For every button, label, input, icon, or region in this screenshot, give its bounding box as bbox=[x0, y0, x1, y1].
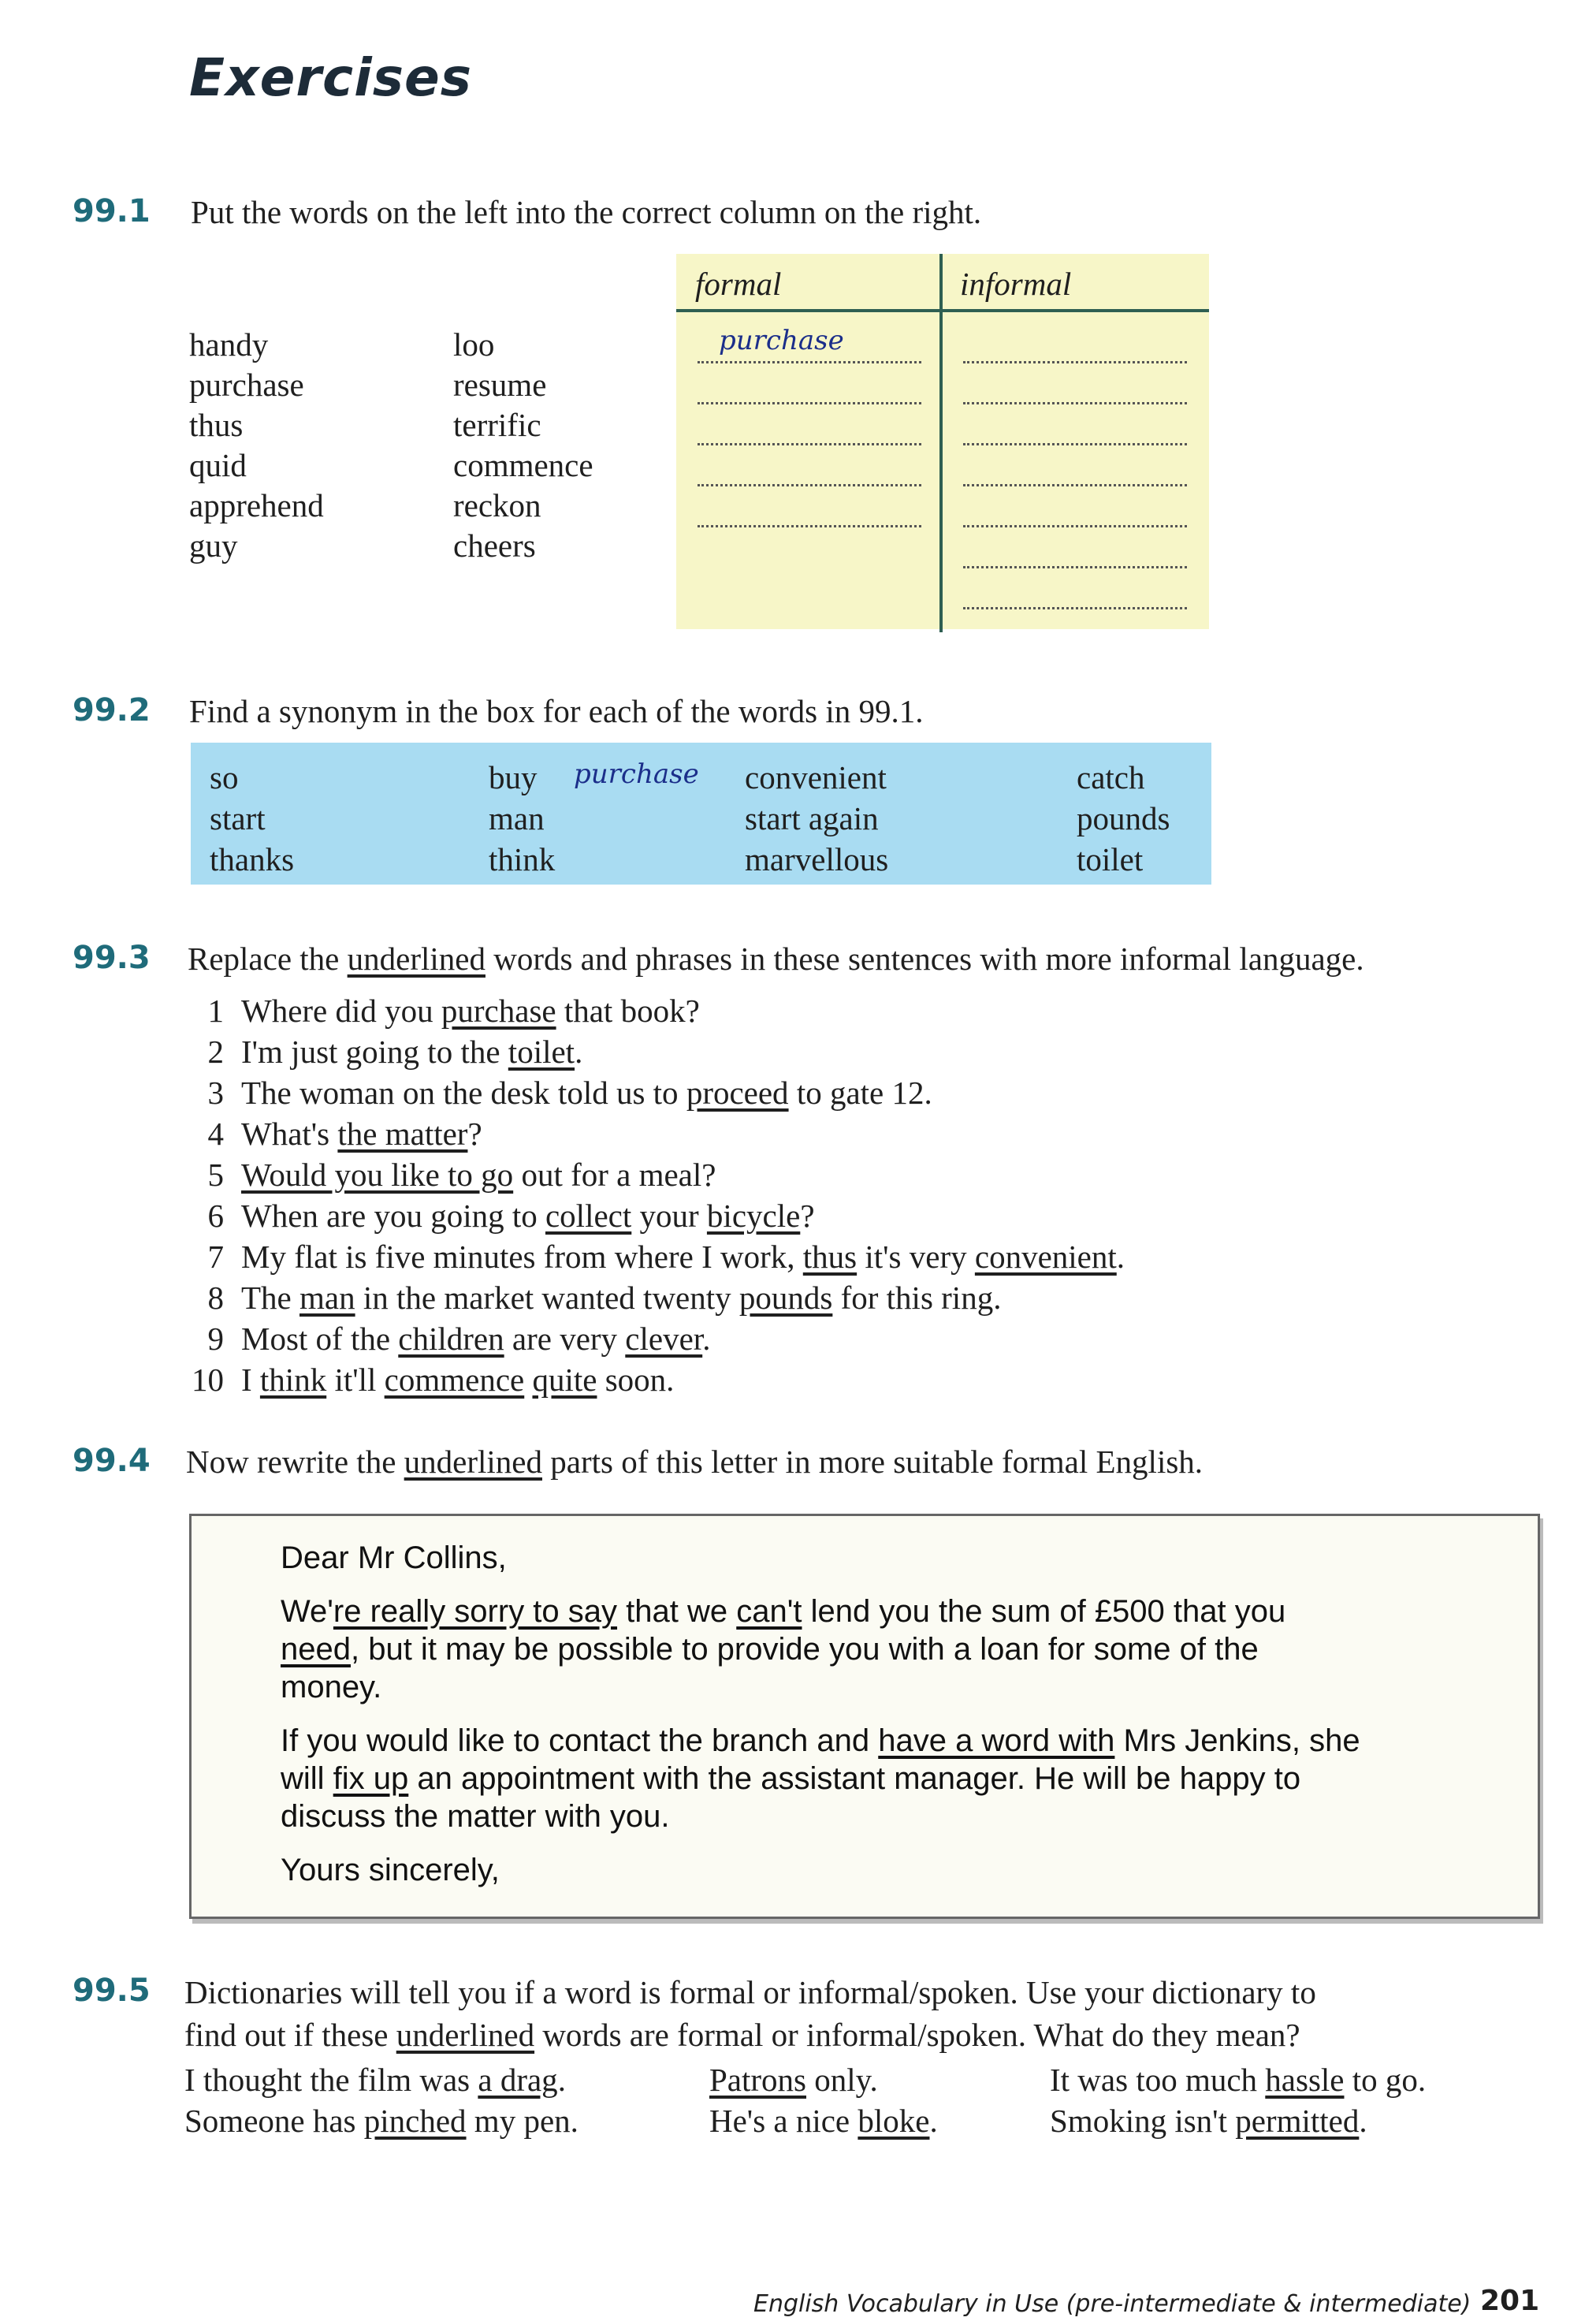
exercise-number-99-4: 99.4 bbox=[73, 1443, 151, 1479]
sentence-number: 5 bbox=[207, 1157, 224, 1193]
exercise-number-99-5: 99.5 bbox=[73, 1973, 151, 2009]
sentence-number: 6 bbox=[207, 1198, 224, 1234]
underlined-word: pinched bbox=[363, 2103, 467, 2139]
sentence-text: it'll bbox=[326, 1362, 385, 1398]
sentence-text: your bbox=[631, 1198, 707, 1234]
sentence-text: it's very bbox=[857, 1239, 975, 1275]
example-column bbox=[1050, 2059, 1426, 2141]
sentence-number: 2 bbox=[207, 1034, 224, 1070]
underlined-word: purchase bbox=[441, 993, 556, 1029]
example-text: Someone has bbox=[184, 2103, 364, 2139]
letter-text: , but it may be possible to provide you with a loan for some of the bbox=[350, 1632, 1259, 1667]
synonym-word: start bbox=[210, 800, 266, 836]
underlined-word: toilet bbox=[508, 1034, 575, 1070]
answer-line[interactable] bbox=[963, 525, 1187, 527]
exercise-99-3-instruction bbox=[188, 940, 1364, 978]
page-title: Exercises bbox=[189, 47, 473, 108]
underlined-word: the matter bbox=[337, 1116, 468, 1152]
sentence-item bbox=[180, 1072, 1125, 1113]
synonym-word: start again bbox=[745, 800, 879, 836]
handwritten-answer: purchase bbox=[574, 758, 699, 790]
instruction-text: parts of this letter in more suitable formal English. bbox=[542, 1444, 1204, 1480]
exercise-99-2-instruction: Find a synonym in the box for each of the words in 99.1. bbox=[189, 693, 924, 729]
sentence-text: in the market wanted twenty bbox=[355, 1280, 739, 1316]
sentence-number: 7 bbox=[207, 1239, 224, 1275]
example-text: Smoking isn't bbox=[1050, 2103, 1236, 2139]
letter-text: discuss the matter with you. bbox=[281, 1799, 670, 1834]
underlined-word: man bbox=[299, 1280, 355, 1316]
answer-line[interactable] bbox=[698, 443, 921, 445]
underlined-word: convenient bbox=[974, 1239, 1117, 1275]
example-text: my pen. bbox=[466, 2103, 579, 2139]
letter-paragraph bbox=[281, 1593, 1510, 1706]
answer-line[interactable] bbox=[963, 402, 1187, 404]
synonym-word: catch bbox=[1077, 759, 1145, 795]
underlined-word: bloke bbox=[858, 2103, 930, 2139]
instruction-text: Replace the bbox=[188, 941, 348, 977]
underlined-phrase: fix up bbox=[333, 1761, 409, 1796]
sentence-number: 8 bbox=[207, 1280, 224, 1316]
underlined-word: proceed bbox=[686, 1075, 789, 1111]
synonym-column bbox=[489, 757, 555, 880]
underlined-word: underlined bbox=[404, 1444, 542, 1480]
word-item: terrific bbox=[453, 407, 541, 443]
exercise-number-99-2: 99.2 bbox=[73, 692, 151, 728]
letter-paragraph bbox=[281, 1722, 1510, 1835]
letter-greeting: Dear Mr Collins, bbox=[281, 1541, 507, 1575]
synonym-word: marvellous bbox=[745, 841, 889, 877]
word-item: handy bbox=[189, 326, 269, 363]
underlined-word: underlined bbox=[347, 941, 485, 977]
example-column bbox=[709, 2059, 938, 2141]
answer-line[interactable] bbox=[963, 566, 1187, 568]
example-item bbox=[709, 2059, 938, 2100]
word-item: loo bbox=[453, 326, 495, 363]
synonym-word: buy bbox=[489, 759, 538, 795]
exercise-99-4-instruction bbox=[186, 1443, 1203, 1481]
example-item bbox=[184, 2100, 579, 2141]
sentence-text: . bbox=[702, 1321, 711, 1357]
word-item: quid bbox=[189, 447, 247, 483]
underlined-phrase: need bbox=[281, 1632, 351, 1667]
answer-line[interactable] bbox=[963, 607, 1187, 609]
underlined-word: think bbox=[259, 1362, 327, 1398]
letter-text: Mrs Jenkins, she bbox=[1114, 1723, 1360, 1758]
underlined-word: hassle bbox=[1265, 2062, 1345, 2098]
answer-line[interactable] bbox=[698, 361, 921, 363]
synonym-word: thanks bbox=[210, 841, 295, 877]
synonym-word: man bbox=[489, 800, 545, 836]
letter-text: an appointment with the assistant manager. He will be happy to bbox=[408, 1761, 1301, 1796]
answer-line[interactable] bbox=[963, 361, 1187, 363]
underlined-phrase: have a word with bbox=[878, 1723, 1115, 1758]
answer-line[interactable] bbox=[698, 525, 921, 527]
sentence-text: My flat is five minutes from where I work, bbox=[241, 1239, 803, 1275]
instruction-text: words and phrases in these sentences with more informal language. bbox=[485, 941, 1364, 977]
word-item: thus bbox=[189, 407, 244, 443]
underlined-word: Patrons bbox=[709, 2062, 806, 2098]
instruction-text: words are formal or informal/spoken. What do they mean? bbox=[534, 2017, 1300, 2053]
underlined-word: thus bbox=[802, 1239, 858, 1275]
table-header-informal: informal bbox=[960, 266, 1072, 302]
exercise-number-99-3: 99.3 bbox=[73, 940, 151, 976]
example-text: . bbox=[1359, 2103, 1367, 2139]
example-item bbox=[709, 2100, 938, 2141]
underlined-word: Would you like to go bbox=[241, 1157, 514, 1193]
sentence-number: 3 bbox=[207, 1075, 224, 1111]
sentence-list bbox=[180, 990, 1125, 1400]
example-text: I thought the film was bbox=[184, 2062, 478, 2098]
synonym-column bbox=[210, 757, 294, 880]
example-text: It was too much bbox=[1050, 2062, 1266, 2098]
synonym-column bbox=[745, 757, 888, 880]
word-list-right bbox=[453, 325, 593, 566]
sentence-text: for this ring. bbox=[832, 1280, 1002, 1316]
synonym-word: so bbox=[210, 759, 239, 795]
sentence-item bbox=[180, 1277, 1125, 1318]
sentence-text: are very bbox=[504, 1321, 626, 1357]
sentence-text: When are you going to bbox=[241, 1198, 545, 1234]
sentence-number: 9 bbox=[207, 1321, 224, 1357]
sentence-text: that book? bbox=[556, 993, 700, 1029]
sentence-item bbox=[180, 1318, 1125, 1359]
footer-book-title: English Vocabulary in Use (pre-intermediate & intermediate) bbox=[753, 2290, 1471, 2318]
example-text: . bbox=[557, 2062, 566, 2098]
letter-text: that we bbox=[617, 1594, 737, 1629]
sentence-text: Where did you bbox=[241, 993, 441, 1029]
synonym-column bbox=[1077, 757, 1170, 880]
sentence-item bbox=[180, 1236, 1125, 1277]
word-item: guy bbox=[189, 527, 238, 564]
letter-content bbox=[281, 1539, 1510, 1889]
example-item bbox=[1050, 2059, 1426, 2100]
synonym-word: pounds bbox=[1077, 800, 1170, 836]
sentence-item bbox=[180, 1031, 1125, 1072]
exercise-99-5-instruction bbox=[184, 1971, 1316, 2056]
underlined-word: permitted bbox=[1235, 2103, 1360, 2139]
sentence-text: ? bbox=[800, 1198, 815, 1234]
sentence-item bbox=[180, 1195, 1125, 1236]
word-list-left bbox=[189, 325, 324, 566]
sentence-text: I bbox=[241, 1362, 260, 1398]
underlined-word: clever bbox=[625, 1321, 703, 1357]
word-item: purchase bbox=[189, 367, 304, 403]
sentence-number: 4 bbox=[207, 1116, 224, 1152]
letter-text: will bbox=[281, 1761, 333, 1796]
sentence-number: 10 bbox=[192, 1362, 224, 1398]
sentence-item bbox=[180, 1359, 1125, 1400]
sentence-text: What's bbox=[241, 1116, 338, 1152]
sentence-text: to gate 12. bbox=[788, 1075, 932, 1111]
example-text: He's a nice bbox=[709, 2103, 858, 2139]
sentence-text: . bbox=[1116, 1239, 1125, 1275]
sentence-text: . bbox=[575, 1034, 583, 1070]
underlined-word: commence bbox=[384, 1362, 525, 1398]
synonym-word: think bbox=[489, 841, 556, 877]
sentence-item bbox=[180, 1113, 1125, 1154]
sentence-text bbox=[524, 1362, 532, 1398]
synonym-word: convenient bbox=[745, 759, 887, 795]
underlined-word: bicycle bbox=[706, 1198, 801, 1234]
underlined-word: collect bbox=[545, 1198, 632, 1234]
example-text: . bbox=[929, 2103, 938, 2139]
sentence-text: The bbox=[241, 1280, 299, 1316]
sentence-number: 1 bbox=[207, 993, 224, 1029]
word-item: reckon bbox=[453, 487, 541, 523]
underlined-word: children bbox=[398, 1321, 504, 1357]
word-item: cheers bbox=[453, 527, 536, 564]
table-header-formal: formal bbox=[695, 266, 782, 302]
example-column bbox=[184, 2059, 579, 2141]
sentence-text: I'm just going to the bbox=[241, 1034, 508, 1070]
synonym-word: toilet bbox=[1077, 841, 1144, 877]
letter-text: money. bbox=[281, 1670, 382, 1704]
handwritten-answer: purchase bbox=[719, 325, 844, 356]
word-item: resume bbox=[453, 367, 547, 403]
page-number: 201 bbox=[1480, 2285, 1540, 2317]
sentence-item bbox=[180, 1154, 1125, 1195]
answer-line[interactable] bbox=[963, 484, 1187, 486]
exercise-number-99-1: 99.1 bbox=[73, 193, 151, 229]
sentence-text: Most of the bbox=[241, 1321, 399, 1357]
underlined-word: underlined bbox=[396, 2017, 535, 2053]
underlined-phrase: re really sorry to say bbox=[333, 1594, 618, 1629]
example-item bbox=[184, 2059, 579, 2100]
letter-text: If you would like to contact the branch and bbox=[281, 1723, 879, 1758]
synonym-box bbox=[191, 743, 1211, 885]
answer-line[interactable] bbox=[698, 402, 921, 404]
instruction-text: Now rewrite the bbox=[186, 1444, 404, 1480]
instruction-text: Dictionaries will tell you if a word is formal or informal/spoken. Use your dictionary to bbox=[184, 1974, 1316, 2010]
answer-line[interactable] bbox=[963, 443, 1187, 445]
instruction-text: find out if these bbox=[184, 2017, 396, 2053]
word-item: commence bbox=[453, 447, 593, 483]
example-item bbox=[1050, 2100, 1426, 2141]
underlined-phrase: can't bbox=[736, 1594, 802, 1629]
word-item: apprehend bbox=[189, 487, 324, 523]
sentence-text: ? bbox=[467, 1116, 482, 1152]
exercise-99-1-instruction: Put the words on the left into the correct column on the right. bbox=[191, 194, 982, 230]
sentence-item bbox=[180, 990, 1125, 1031]
underlined-word: a drag bbox=[478, 2062, 558, 2098]
example-text: only. bbox=[806, 2062, 878, 2098]
table-divider-horizontal bbox=[676, 309, 1209, 312]
sentence-text: The woman on the desk told us to bbox=[241, 1075, 686, 1111]
letter-closing: Yours sincerely, bbox=[281, 1853, 500, 1887]
answer-line[interactable] bbox=[698, 484, 921, 486]
letter-text: We' bbox=[281, 1594, 333, 1629]
underlined-word: pounds bbox=[738, 1280, 833, 1316]
example-text: to go. bbox=[1344, 2062, 1427, 2098]
sentence-text: soon. bbox=[597, 1362, 675, 1398]
underlined-word: quite bbox=[532, 1362, 597, 1398]
sentence-text: out for a meal? bbox=[513, 1157, 716, 1193]
letter-text: lend you the sum of £500 that you bbox=[802, 1594, 1286, 1629]
